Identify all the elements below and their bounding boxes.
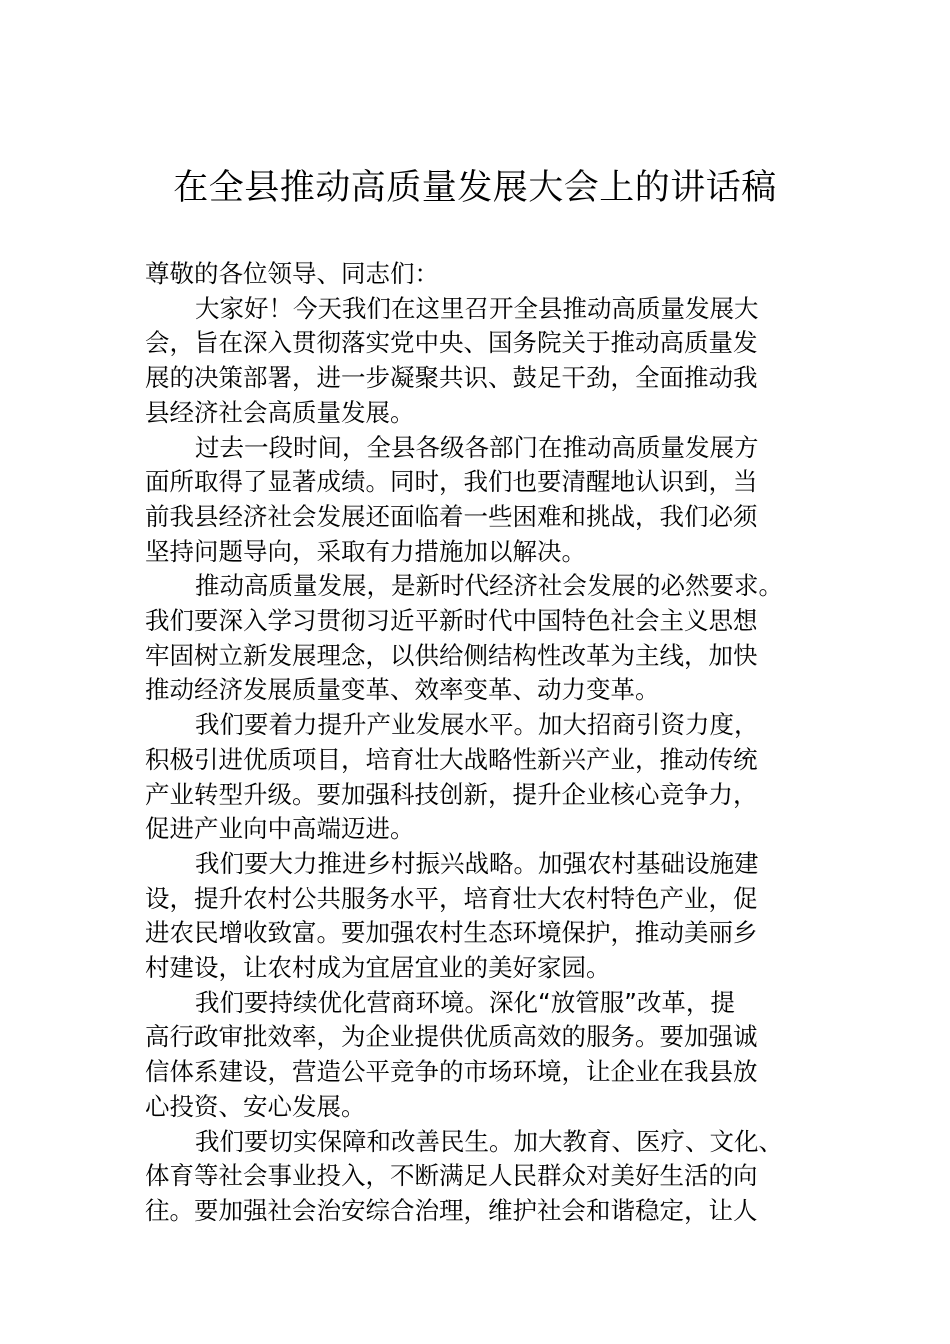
paragraph-line: 设，提升农村公共服务水平，培育壮大农村特色产业，促 (145, 883, 758, 913)
paragraph-line: 高行政审批效率，为企业提供优质高效的服务。要加强诚 (145, 1022, 758, 1052)
paragraph-line: 信体系建设，营造公平竞争的市场环境，让企业在我县放 (145, 1057, 758, 1087)
paragraph-line: 我们要持续优化营商环境。深化“放管服”改革，提 (195, 987, 735, 1017)
paragraph-line: 产业转型升级。要加强科技创新，提升企业核心竞争力， (145, 779, 758, 809)
paragraph (145, 292, 825, 431)
paragraph-line: 面所取得了显著成绩。同时，我们也要清醒地认识到，当 (145, 467, 758, 497)
paragraph-line: 牢固树立新发展理念，以供给侧结构性改革为主线，加快 (145, 640, 758, 670)
paragraph-line: 过去一段时间，全县各级各部门在推动高质量发展方 (195, 432, 759, 462)
paragraph (145, 569, 825, 708)
paragraph-line: 前我县经济社会发展还面临着一些困难和挑战，我们必须 (145, 501, 758, 531)
paragraph (145, 1125, 825, 1229)
document-title: 在全县推动高质量发展大会上的讲话稿 (173, 168, 777, 208)
paragraph-line: 我们要着力提升产业发展水平。加大招商引资力度， (195, 710, 759, 740)
paragraph-line: 我们要切实保障和改善民生。加大教育、医疗、文化、 (195, 1126, 783, 1156)
paragraph-line: 村建设，让农村成为宜居宜业的美好家园。 (145, 953, 611, 983)
paragraph (145, 708, 825, 847)
paragraph-line: 县经济社会高质量发展。 (145, 397, 415, 427)
paragraph-line: 我们要深入学习贯彻习近平新时代中国特色社会主义思想 (145, 606, 758, 636)
paragraph-line: 往。要加强社会治安综合治理，维护社会和谐稳定，让人 (145, 1195, 758, 1225)
paragraph-line: 心投资、安心发展。 (145, 1091, 366, 1121)
paragraph-line: 我们要大力推进乡村振兴战略。加强农村基础设施建 (195, 848, 759, 878)
paragraph-line: 促进产业向中高端迈进。 (145, 814, 415, 844)
paragraph (145, 986, 825, 1125)
paragraph-line: 进农民增收致富。要加强农村生态环境保护，推动美丽乡 (145, 918, 758, 948)
paragraph-line: 积极引进优质项目，培育壮大战略性新兴产业，推动传统 (145, 744, 758, 774)
paragraph-line: 大家好！今天我们在这里召开全县推动高质量发展大 (195, 293, 759, 323)
paragraph-line: 坚持问题导向，采取有力措施加以解决。 (145, 536, 586, 566)
paragraph-line: 会，旨在深入贯彻落实党中央、国务院关于推动高质量发 (145, 328, 758, 358)
document-body (145, 257, 825, 1229)
paragraph-line: 推动经济发展质量变革、效率变革、动力变革。 (145, 675, 660, 705)
paragraph (145, 431, 825, 570)
paragraph-line: 展的决策部署，进一步凝聚共识、鼓足干劲，全面推动我 (145, 363, 758, 393)
paragraph-line: 推动高质量发展，是新时代经济社会发展的必然要求。 (195, 571, 783, 601)
salutation: 尊敬的各位领导、同志们： (145, 259, 439, 288)
paragraph-line: 体育等社会事业投入，不断满足人民群众对美好生活的向 (145, 1161, 758, 1191)
paragraph (145, 847, 825, 986)
